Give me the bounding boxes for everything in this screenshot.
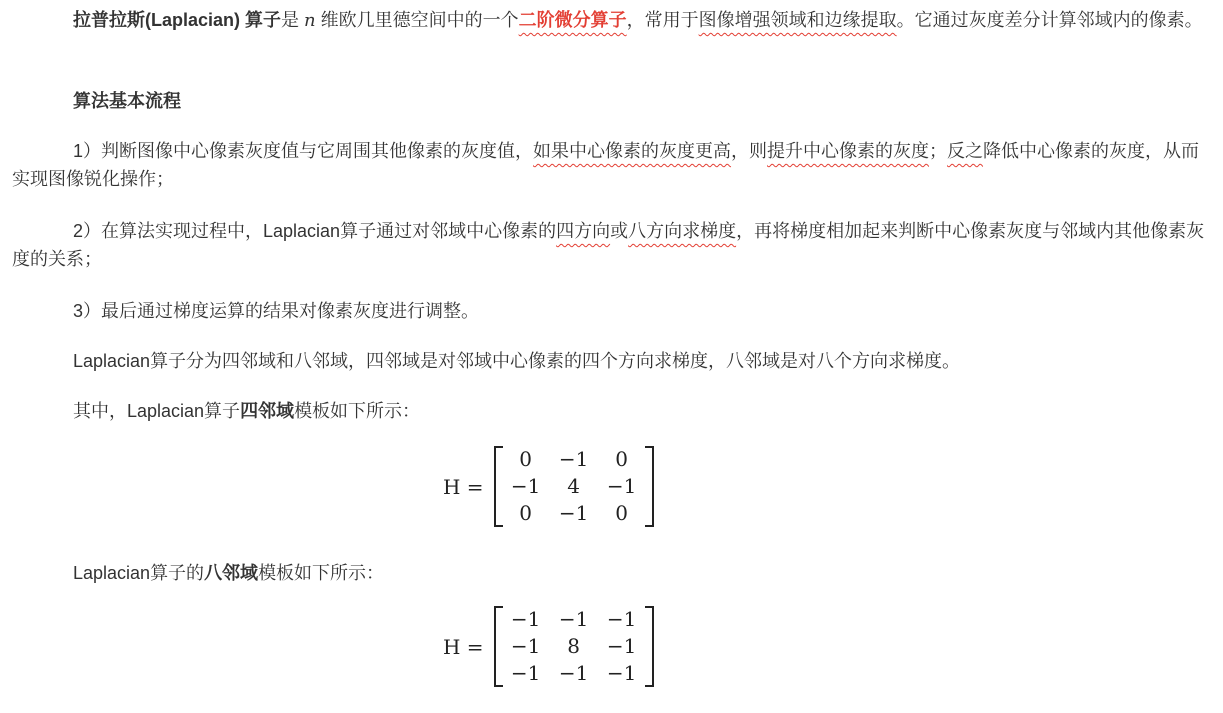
- matrix-row: [502, 606, 646, 633]
- matrix-cell: −1: [606, 607, 637, 631]
- matrix-cell: −1: [558, 607, 589, 631]
- intro-paragraph: [12, 6, 1212, 35]
- step2-underline-a: 四方向: [556, 221, 611, 241]
- step2-underline-b: 八方向求梯度: [628, 221, 737, 241]
- intro-text-a: 是: [281, 10, 305, 30]
- matrix-cell: 4: [567, 474, 580, 498]
- matrix-cell: −1: [510, 634, 541, 658]
- matrix-four: [494, 446, 654, 527]
- matrix-cell: −1: [510, 607, 541, 631]
- neighborhood-text: Laplacian算子分为四邻域和八邻域，四邻域是对邻域中心像素的四个方向求梯度，八邻域是对八个方向求梯度。: [73, 351, 961, 371]
- matrix-row: [502, 473, 646, 500]
- matrix-eight-equation: [443, 606, 654, 687]
- step1-text-b: ，则: [731, 141, 768, 161]
- intro-text-b: 维欧几里德空间中的一个: [315, 10, 519, 30]
- matrix-four-label: H =: [443, 474, 484, 499]
- step1-text-a: 1）判断图像中心像素灰度值与它周围其他像素的灰度值，: [73, 141, 534, 161]
- matrix-cell: 8: [567, 634, 580, 658]
- matrix-four-equation: [443, 446, 654, 527]
- four-neighborhood-caption: [12, 397, 1212, 425]
- matrix-row: [502, 633, 646, 660]
- matrix-cell: −1: [510, 661, 541, 685]
- eight-caption-bold: 八邻域: [204, 563, 259, 583]
- eight-caption-text-a: Laplacian算子的: [73, 563, 205, 583]
- step3-text: 3）最后通过梯度运算的结果对像素灰度进行调整。: [73, 301, 480, 321]
- step2-paragraph: [12, 217, 1212, 273]
- intro-underlined: 图像增强领域和边缘提取: [698, 10, 897, 30]
- intro-text-c: ，常用于: [626, 10, 699, 30]
- step1-paragraph: [12, 137, 1212, 193]
- intro-text-d: 。它通过灰度差分计算邻域内的像素。: [896, 10, 1203, 30]
- four-caption-text-b: 模板如下所示：: [294, 401, 421, 421]
- step1-text-c: ；: [929, 141, 948, 161]
- step1-underline-b: 提升中心像素的灰度: [767, 141, 930, 161]
- matrix-eight: [494, 606, 654, 687]
- intro-var-n: n: [304, 10, 316, 31]
- intro-highlight: 二阶微分算子: [518, 10, 627, 30]
- matrix-cell: 0: [615, 447, 628, 471]
- matrix-cell: −1: [558, 661, 589, 685]
- matrix-cell: 0: [519, 447, 532, 471]
- matrix-cell: −1: [558, 447, 589, 471]
- step2-text-b: 或: [610, 221, 629, 241]
- step2-text-a: 2）在算法实现过程中，Laplacian算子通过对邻域中心像素的: [73, 221, 557, 241]
- matrix-four-table: [502, 446, 646, 527]
- matrix-cell: −1: [606, 634, 637, 658]
- matrix-row: [502, 446, 646, 473]
- step3-paragraph: [12, 297, 1212, 325]
- neighborhood-paragraph: [12, 347, 1212, 375]
- matrix-row: [502, 500, 646, 527]
- section-heading-text: 算法基本流程: [73, 91, 181, 111]
- step2-text-c: ，再将梯度相加起来判断中心像素灰度与邻域内其他像素灰度的关系；: [12, 221, 1205, 269]
- matrix-eight-label: H =: [443, 634, 484, 659]
- matrix-cell: −1: [606, 474, 637, 498]
- intro-term: 拉普拉斯(Laplacian) 算子: [73, 10, 282, 30]
- matrix-cell: 0: [519, 501, 532, 525]
- matrix-cell: −1: [510, 474, 541, 498]
- step1-underline-c: 反之: [947, 141, 984, 161]
- matrix-cell: −1: [606, 661, 637, 685]
- eight-caption-text-b: 模板如下所示：: [258, 563, 385, 583]
- four-caption-text-a: 其中，Laplacian算子: [73, 401, 241, 421]
- matrix-row: [502, 660, 646, 687]
- section-heading: [12, 87, 1212, 115]
- eight-neighborhood-caption: [12, 559, 1212, 587]
- matrix-eight-table: [502, 606, 646, 687]
- step1-text-d: 降低中心像素的灰度，从而实现图像锐化操作；: [12, 141, 1200, 189]
- matrix-cell: −1: [558, 501, 589, 525]
- matrix-cell: 0: [615, 501, 628, 525]
- step1-underline-a: 如果中心像素的灰度更高: [533, 141, 732, 161]
- four-caption-bold: 四邻域: [240, 401, 295, 421]
